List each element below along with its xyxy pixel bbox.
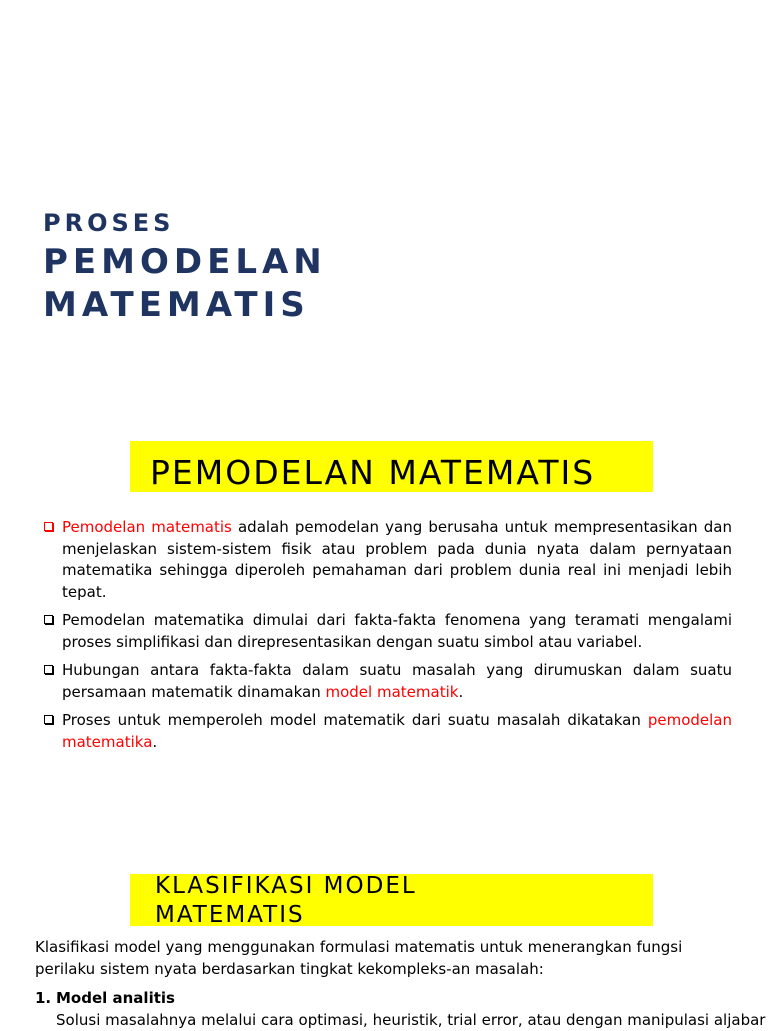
checkbox-bullet-icon [44,665,53,674]
title-word-pemodelan: PEMODELAN [43,242,327,282]
bullet-text: Hubungan antara fakta-fakta dalam suatu masalah yang dirumuskan dalam suatu persamaan matematik dinamakan [62,661,732,701]
highlight-text: model matematik [326,683,459,701]
section1-banner [130,441,653,492]
list-item [44,660,732,703]
checkbox-bullet-icon [44,522,53,531]
list-item [44,610,732,653]
section2-heading: KLASIFIKASI MODEL MATEMATIS [155,872,475,930]
checkbox-bullet-icon [44,615,53,624]
title-line-proses: PROSES [43,208,327,238]
highlight-text: Pemodelan matematis [62,518,232,536]
title-word-matematis: MATEMATIS [43,285,310,325]
item-description: Solusi masalahnya melalui cara optimasi, heuristik, trial error, atau dengan manipulasi aljabar [35,1010,735,1031]
page-title [43,208,327,327]
section2-intro: Klasifikasi model yang menggunakan formulasi matematis untuk menerangkan fungsi perilaku sistem nyata berdasarkan tingkat kekompleks-an masalah: [35,937,735,980]
section2-banner [130,874,653,926]
checkbox-bullet-icon [44,715,53,724]
bullet-tail: . [458,683,463,701]
bullet-tail: . [152,733,157,751]
numbered-item-heading [35,988,735,1010]
item-label: Model analitis [56,989,175,1007]
list-item [44,517,732,603]
section1-heading: PEMODELAN MATEMATIS [150,453,595,493]
bullet-text: adalah pemodelan yang berusaha untuk mempresentasikan dan menjelaskan sistem-sistem fisik atau problem pada dunia nyata dalam pernyataan matematika sehingga diperoleh pemahaman dari problem dunia real ini menjadi lebih tepat. [62,518,732,601]
list-item [44,710,732,753]
bullet-text: Proses untuk memperoleh model matematik dari suatu masalah dikatakan [62,711,648,729]
title-line-main [43,241,327,327]
bullet-text: Pemodelan matematika dimulai dari fakta-fakta fenomena yang teramati mengalami proses simplifikasi dan direpresentasikan dengan suatu simbol atau variabel. [62,611,732,651]
item-number: 1. [35,988,56,1010]
highlight-text: pemodelan matematika [62,711,732,751]
numbered-list [35,988,735,1031]
section1-bullet-list [44,517,732,760]
